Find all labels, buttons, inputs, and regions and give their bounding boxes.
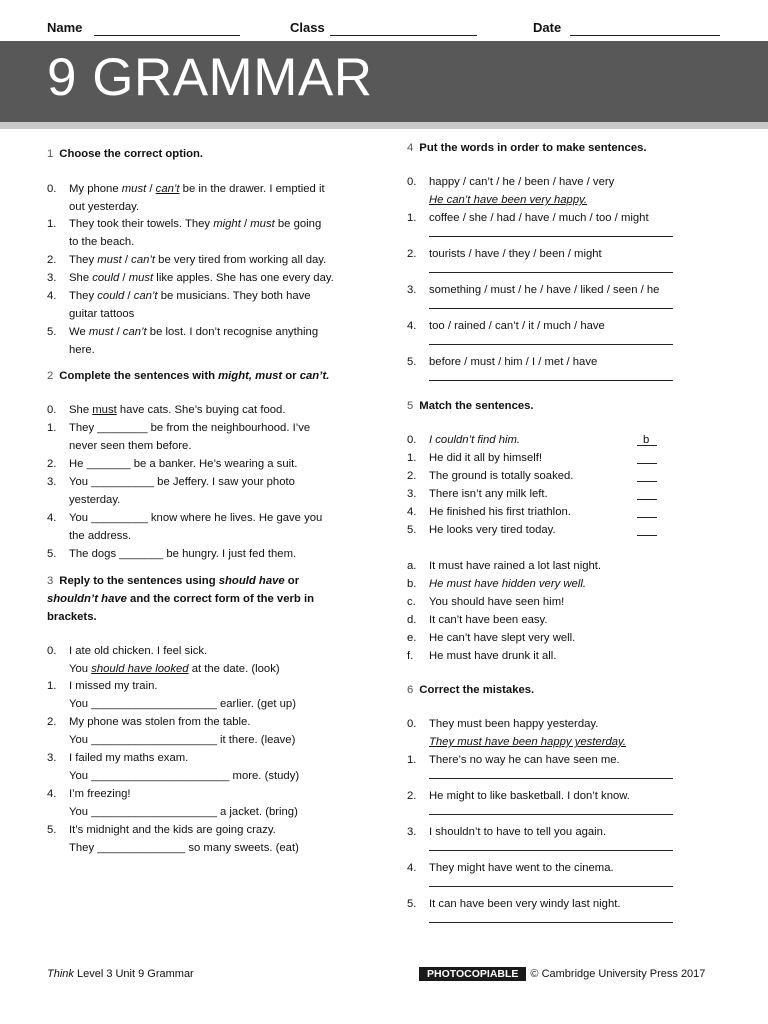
instruction-text: Correct the mistakes. [419,684,535,696]
item-text-line2: yesterday. [69,494,121,506]
answer-line[interactable] [429,886,673,887]
item-text: He might to like basketball. I don’t know. [429,790,630,802]
item-text-line2: to the beach. [69,236,135,248]
item-text: They might have went to the cinema. [429,862,614,874]
header-fields [47,20,721,38]
name-label: Name [47,20,83,35]
item-text: There isn’t any milk left. [429,488,548,500]
exercise-instruction [407,397,737,415]
option-letter: c. [407,596,416,608]
item-number: 0. [407,176,417,188]
item-number: 3. [407,826,417,838]
item-number: 4. [47,512,57,524]
item-text: You __________ be Jeffery. I saw your photo [69,476,295,488]
item-number: 0. [47,183,57,195]
footer-rights [419,967,705,981]
item-number: 2. [47,458,57,470]
item-number: 5. [407,524,417,536]
item-text: They could / can’t be musicians. They both have [69,290,311,302]
exercise-instruction [47,590,367,608]
item-text-line2: You ______________________ more. (study) [69,770,300,782]
item-text: He did it all by himself! [429,452,543,464]
item-text: The dogs _______ be hungry. I just fed them. [69,548,297,560]
question-item [407,209,737,227]
item-text: It’s midnight and the kids are going crazy. [69,824,276,836]
exercise-1 [47,145,377,356]
question-item [47,251,377,269]
item-text: My phone was stolen from the table. [69,716,251,728]
item-text: The ground is totally soaked. [429,470,574,482]
item-number: 3. [407,284,417,296]
question-item [47,323,377,359]
exercise-4 [407,139,737,368]
question-item [407,787,737,805]
date-label: Date [533,20,562,35]
question-item [47,713,377,749]
option-letter: d. [407,614,417,626]
item-text: I missed my train. [69,680,158,692]
exercise-number: 2 [47,370,54,382]
instruction-text: Reply to the sentences using should have or [59,575,300,587]
item-text: She could / must like apples. She has one every day. [69,272,334,284]
item-text: He _______ be a banker. He’s wearing a suit. [69,458,298,470]
item-number: 0. [407,434,417,446]
item-text: I shouldn’t to have to tell you again. [429,826,607,838]
question-item [407,823,737,841]
item-text-line2: They ______________ so many sweets. (eat) [69,842,299,854]
item-number: 4. [47,788,57,800]
question-item [407,353,737,371]
option-text: It can’t have been easy. [429,614,548,626]
item-text: coffee / she / had / have / much / too / might [429,212,649,224]
exercise-number: 1 [47,148,54,160]
item-text: before / must / him / I / met / have [429,356,598,368]
item-number: 0. [47,404,57,416]
item-number: 5. [407,898,417,910]
option-letter: b. [407,578,417,590]
item-number: 2. [407,248,417,260]
item-text: She must have cats. She’s buying cat food. [69,404,286,416]
item-text-line2: guitar tattoos [69,308,135,320]
exercise-instruction [407,139,737,157]
match-item [407,521,737,539]
item-text: I ate old chicken. I feel sick. [69,645,208,657]
copyright-text: © Cambridge University Press 2017 [530,968,706,980]
item-number: 2. [407,790,417,802]
question-item [47,455,377,473]
item-text: something / must / he / have / liked / seen / he [429,284,660,296]
item-text-line2: You ____________________ earlier. (get up) [69,698,296,710]
answer-line[interactable] [429,380,673,381]
match-answer-blank[interactable] [637,517,657,518]
answer-line[interactable] [429,850,673,851]
question-item [47,545,377,563]
item-number: 4. [407,862,417,874]
question-item [407,173,737,209]
exercise-number: 3 [47,575,54,587]
question-item [47,642,377,678]
item-number: 1. [47,218,57,230]
question-item [407,751,737,769]
answer-line[interactable] [429,922,673,923]
item-text: They must been happy yesterday. [429,718,599,730]
footer-book [47,968,194,980]
item-text: I couldn’t find him. [429,434,521,446]
item-text-line2: here. [69,344,95,356]
title-banner [0,41,768,124]
match-item [407,431,737,449]
option-text: He must have drunk it all. [429,650,557,662]
item-number: 2. [47,254,57,266]
match-answer-blank[interactable] [637,481,657,482]
instruction-text: Put the words in order to make sentences. [419,142,647,154]
instruction-text: Complete the sentences with might, must or can’t. [59,370,330,382]
question-item [47,180,377,216]
item-number: 5. [47,824,57,836]
exercise-3 [47,572,367,854]
item-text-line2: You ____________________ it there. (leave) [69,734,296,746]
item-text: They must / can’t be very tired from working all day. [69,254,327,266]
item-text: He finished his first triathlon. [429,506,571,518]
instruction-text: Choose the correct option. [59,148,204,160]
item-text-line2: You should have looked at the date. (look) [69,663,280,675]
item-number: 5. [407,356,417,368]
item-text: too / rained / can’t / it / much / have [429,320,605,332]
exercise-number: 5 [407,400,414,412]
question-item [407,715,737,751]
item-number: 0. [47,645,57,657]
item-number: 5. [47,326,57,338]
option-text: You should have seen him! [429,596,565,608]
question-item [407,317,737,335]
match-item [407,503,737,521]
item-text: tourists / have / they / been / might [429,248,602,260]
item-text: They ________ be from the neighbourhood. I’ve [69,422,311,434]
class-label: Class [290,20,325,35]
match-item [407,467,737,485]
item-text: happy / can’t / he / been / have / very [429,176,615,188]
exercise-2 [47,367,377,560]
option-letter: f. [407,650,414,662]
date-field[interactable] [570,35,720,36]
item-text: He looks very tired today. [429,524,556,536]
answer-line[interactable] [429,344,673,345]
instruction-text: shouldn’t have and the correct form of the verb in [47,593,314,605]
exercise-number: 6 [407,684,414,696]
instruction-text: brackets. [47,611,97,623]
question-item [47,749,377,785]
item-text: I’m freezing! [69,788,131,800]
match-item [407,485,737,503]
match-answer-blank[interactable] [637,499,657,500]
match-item [407,449,737,467]
item-number: 5. [47,548,57,560]
exercise-instruction [47,572,367,590]
answer-line[interactable] [429,272,673,273]
item-number: 4. [407,320,417,332]
item-number: 1. [407,452,417,464]
item-text-line2: the address. [69,530,132,542]
item-number: 3. [407,488,417,500]
question-item [407,859,737,877]
item-number: 1. [407,212,417,224]
question-item [47,287,377,323]
question-item [47,215,377,251]
item-text-line2: never seen them before. [69,440,192,452]
option-letter: a. [407,560,417,572]
exercise-number: 4 [407,142,414,154]
item-text: We must / can’t be lost. I don’t recognise anything [69,326,319,338]
photocopiable-badge: PHOTOCOPIABLE [419,967,526,981]
page-title: 9 GRAMMAR [47,48,373,107]
match-answer: b [643,434,650,446]
question-item [47,509,377,545]
answer-line[interactable] [429,814,673,815]
exercise-instruction [47,608,367,626]
exercise-instruction [407,681,737,699]
item-text: You _________ know where he lives. He gave you [69,512,323,524]
item-number: 4. [47,290,57,302]
item-text-line2: out yesterday. [69,201,140,213]
item-text: My phone must / can’t be in the drawer. I emptied it [69,183,325,195]
option-text: He must have hidden very well. [429,578,586,590]
exercise-instruction [47,367,377,385]
class-field[interactable] [330,35,477,36]
item-number: 2. [407,470,417,482]
option-text: He can’t have slept very well. [429,632,576,644]
question-item [407,245,737,263]
footer-book-text: Think Level 3 Unit 9 Grammar [47,968,194,980]
item-number: 1. [47,422,57,434]
item-text: I failed my maths exam. [69,752,189,764]
question-item [47,401,377,419]
item-number: 3. [47,752,57,764]
exercise-6 [407,681,737,910]
answer-line[interactable] [429,236,673,237]
item-text-line2: He can’t have been very happy. [429,194,588,206]
question-item [47,269,377,287]
item-number: 1. [47,680,57,692]
answer-line[interactable] [429,308,673,309]
item-text: They took their towels. They might / must be going [69,218,322,230]
item-text-line2: You ____________________ a jacket. (bring) [69,806,298,818]
question-item [407,281,737,299]
name-field[interactable] [94,35,240,36]
question-item [407,895,737,913]
answer-line[interactable] [429,778,673,779]
item-text: There’s no way he can have seen me. [429,754,620,766]
question-item [47,419,377,455]
item-number: 1. [407,754,417,766]
item-number: 0. [407,718,417,730]
item-number: 2. [47,716,57,728]
instruction-text: Match the sentences. [419,400,534,412]
match-answer-blank[interactable] [637,463,657,464]
exercise-instruction [47,145,377,163]
item-number: 3. [47,272,57,284]
match-answer-blank[interactable] [637,535,657,536]
item-number: 3. [47,476,57,488]
banner-edge [0,122,768,129]
exercise-5 [407,397,737,662]
item-text-line2: They must have been happy yesterday. [429,736,626,748]
question-item [47,473,377,509]
question-item [47,785,377,821]
question-item [47,821,377,857]
option-text: It must have rained a lot last night. [429,560,602,572]
item-text: It can have been very windy last night. [429,898,621,910]
option-letter: e. [407,632,417,644]
question-item [47,677,377,713]
item-number: 4. [407,506,417,518]
